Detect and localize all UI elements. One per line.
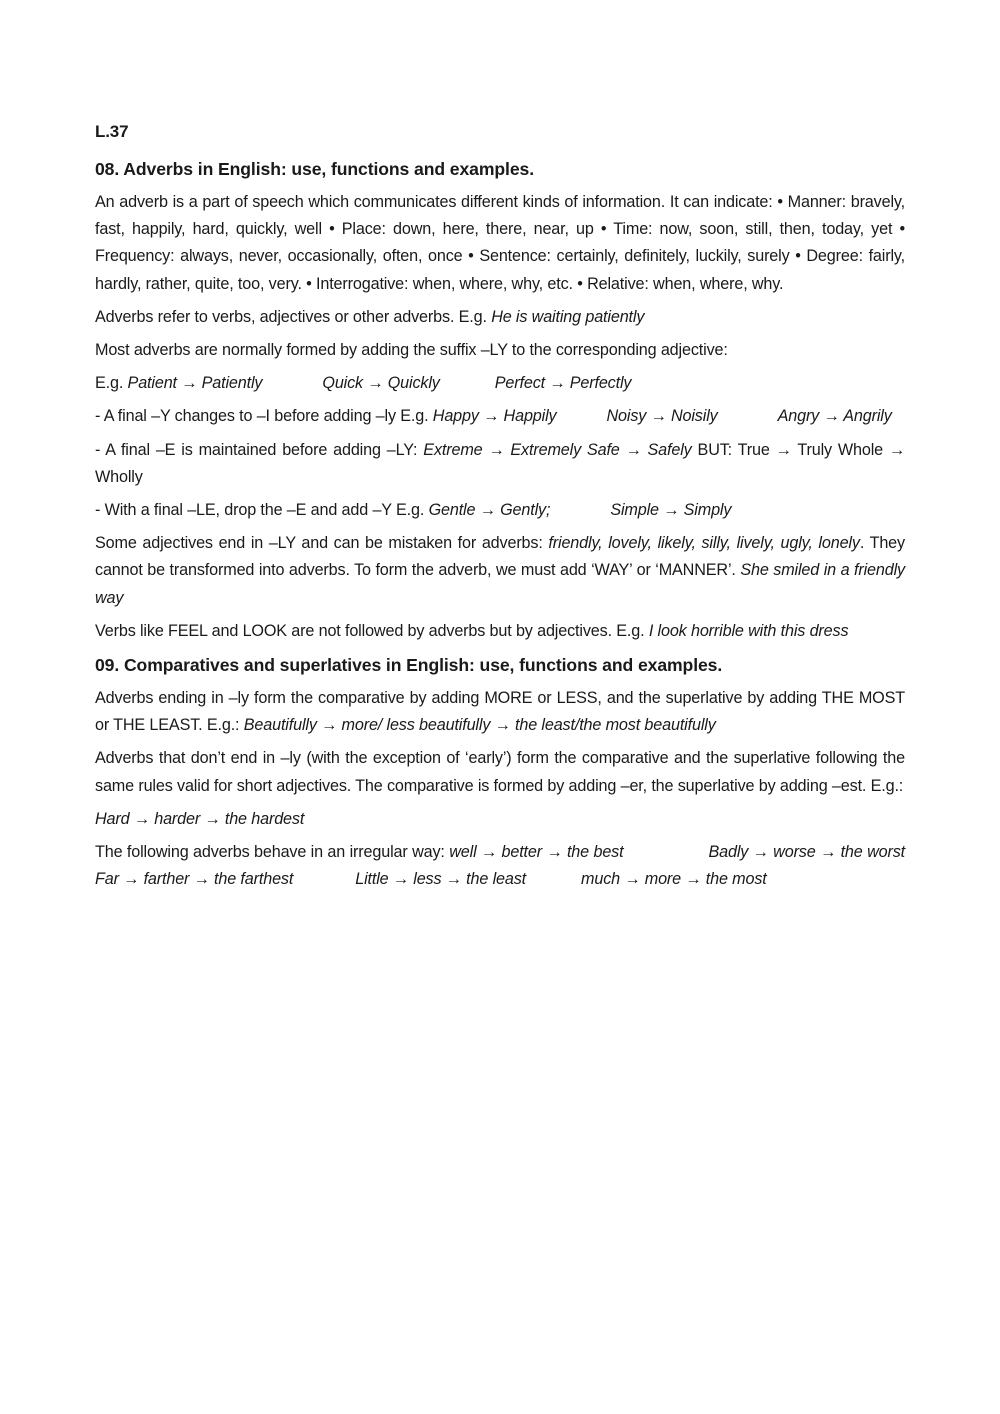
- comparative-short-paragraph: Adverbs that don’t end in –ly (with the exception of ‘early’) form the comparative and the superlative following the same rules valid for short adjectives. The comparative is formed by adding –er, the superlative by adding –est. E.g.:: [95, 749, 905, 795]
- rule-y-example-angry: Angry → Angrily: [777, 407, 892, 426]
- rule-le-text: - With a final –LE, drop the –E and add –Y E.g.: [95, 501, 429, 520]
- adverb-intro-paragraph: An adverb is a part of speech which communicates different kinds of information. It can indicate: • Manner: bravely, fast, happily, hard, quickly, well • Place: down, here, there, near, up • Time: now, soon, still, then, today, yet • Frequency: always, never, occasionally, often, once • Sentence: certainly, definitely, luckily, surely • Degree: fairly, hardly, rather, quite, too, very. • Interrogative: when, where, why, etc. • Relative: when, where, why.: [95, 193, 905, 293]
- irregular-far: Far → farther → the farthest: [95, 870, 294, 889]
- rule-e-exceptions: BUT: True → Truly Whole → Wholly: [95, 440, 905, 486]
- hard-example: Hard → harder → the hardest: [95, 809, 305, 828]
- feel-look-example: I look horrible with this dress: [648, 621, 849, 640]
- rule-e-text: - A final –E is maintained before adding –LY:: [95, 440, 424, 459]
- irregular-much: much → more → the most: [581, 870, 767, 889]
- example-patient: Patient → Patiently: [127, 374, 263, 393]
- rule-e-examples: Extreme → Extremely Safe → Safely: [423, 440, 692, 459]
- ly-examples-line: [95, 370, 905, 397]
- adverb-refer-paragraph: [95, 304, 905, 331]
- document-content: [95, 118, 905, 899]
- rule-final-le: [95, 497, 905, 524]
- comparative-ly-example: Beautifully → more/ less beautifully → the least/the most beautifully: [243, 716, 716, 735]
- feel-look-text: Verbs like FEEL and LOOK are not followed by adverbs but by adjectives. E.g.: [95, 621, 649, 640]
- section-heading-09: 09. Comparatives and superlatives in English: use, functions and examples.: [95, 655, 723, 676]
- ly-adj-list: friendly, lovely, likely, silly, lively, ugly, lonely: [548, 534, 860, 553]
- ly-adj-text-2: . They cannot be transformed into adverbs. To form the adverb, we must add ‘WAY’ or ‘MANNER’.: [95, 534, 905, 580]
- rule-final-y: [95, 403, 905, 430]
- adverb-formation-paragraph: Most adverbs are normally formed by adding the suffix –LY to the corresponding adjective:: [95, 341, 728, 360]
- example-perfect: Perfect → Perfectly: [494, 374, 632, 393]
- comparative-ly-text: Adverbs ending in –ly form the comparative by adding MORE or LESS, and the superlative by adding THE MOST or THE LEAST. E.g.:: [95, 689, 905, 735]
- example-quick: Quick → Quickly: [322, 374, 440, 393]
- section-heading-08: 08. Adverbs in English: use, functions and examples.: [95, 159, 534, 179]
- rule-final-e: [95, 437, 905, 491]
- ly-adj-example: She smiled in a friendly way: [95, 561, 905, 607]
- rule-y-example-happy: Happy → Happily: [432, 407, 557, 426]
- comparative-ly-paragraph: [95, 685, 905, 739]
- feel-look-paragraph: [95, 618, 905, 645]
- irregular-badly: Badly → worse → the worst: [708, 843, 906, 862]
- refer-text: Adverbs refer to verbs, adjectives or other adverbs. E.g.: [95, 307, 492, 326]
- ly-adj-text: Some adjectives end in –LY and can be mistaken for adverbs:: [95, 534, 549, 553]
- ly-adjectives-paragraph: [95, 530, 905, 612]
- rule-y-example-noisy: Noisy → Noisily: [606, 407, 718, 426]
- rule-le-example-simple: Simple → Simply: [610, 501, 732, 520]
- comparative-short-example: [95, 806, 905, 833]
- irregular-little: Little → less → the least: [355, 870, 527, 889]
- refer-example: He is waiting patiently: [491, 307, 645, 326]
- rule-le-example-gentle: Gentle → Gently;: [428, 501, 551, 520]
- irregular-well: well → better → the best: [449, 843, 624, 862]
- lesson-number: L.37: [95, 122, 129, 141]
- rule-y-text: - A final –Y changes to –I before adding –ly E.g.: [95, 407, 433, 426]
- irregular-adverbs-paragraph: [95, 839, 905, 893]
- irregular-text: The following adverbs behave in an irregular way:: [95, 843, 450, 862]
- eg-label: E.g.: [95, 374, 128, 393]
